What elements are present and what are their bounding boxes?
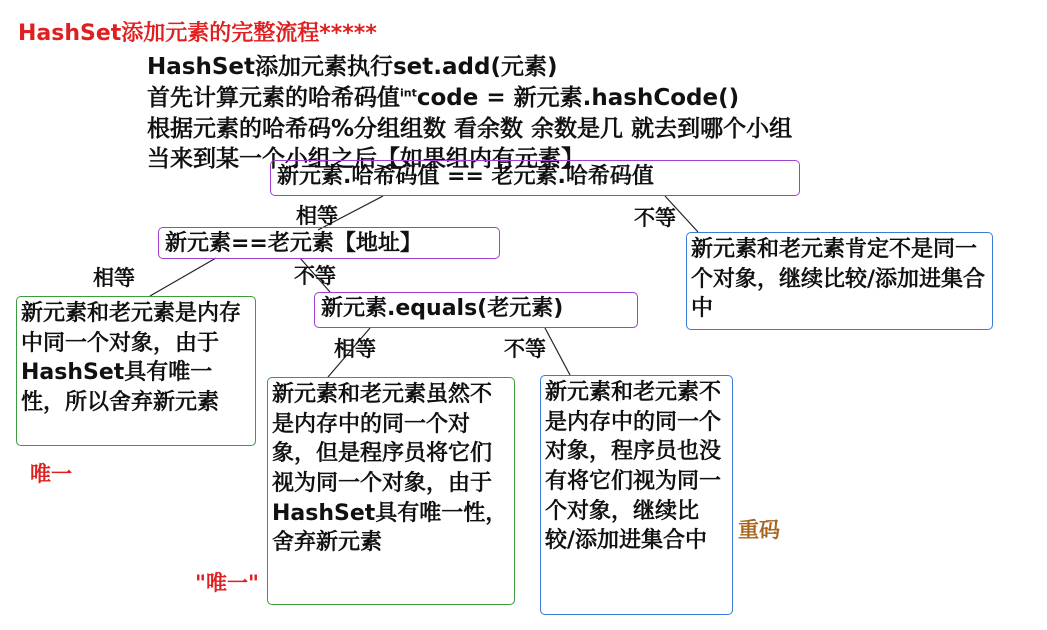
equals-compare-node: 新元素.equals(老元素) [314,292,638,328]
edge-hash-not-equal-label: 不等 [634,206,676,230]
hash-compare-node: 新元素.哈希码值 == 老元素.哈希码值 [270,160,800,196]
note-duplicate-code: 重码 [738,518,780,542]
edge-equals-not-equal-label: 不等 [504,337,546,361]
equals-same-discard-node: 新元素和老元素虽然不是内存中的同一个对象，但是程序员将它们视为同一个对象，由于HashSet具有唯一性，舍弃新元素 [267,377,515,605]
edge-equals-equal-label: 相等 [334,337,376,361]
note-unique: 唯一 [30,462,72,486]
intro-line-3: 根据元素的哈希码%分组组数 看余数 余数是几 就去到哪个小组 [147,116,793,142]
intro-line-1: HashSet添加元素执行set.add(元素) [147,54,558,80]
intro-line-2-superscript: int [400,86,417,100]
note-unique-quoted: "唯一" [195,571,259,595]
edge-addr-not-equal-label: 不等 [294,264,336,288]
equals-different-add-node: 新元素和老元素不是内存中的同一个对象，程序员也没有将它们视为同一个对象，继续比较/添加进集合中 [540,375,733,615]
edge-addr-equal-line [150,258,216,296]
intro-line-2-suffix: code = 新元素.hashCode() [416,85,740,111]
edge-addr-equal-label: 相等 [93,266,135,290]
edge-equals-not-equal-line [545,328,570,375]
edge-hash-equal-label: 相等 [296,204,338,228]
same-object-discard-node: 新元素和老元素是内存中同一个对象，由于HashSet具有唯一性，所以舍弃新元素 [16,296,256,446]
page-title: HashSet添加元素的完整流程***** [18,21,377,46]
intro-line-4: 当来到某一个小组之后【如果组内有元素】 [147,146,584,172]
intro-line-2-prefix: 首先计算元素的哈希码值 [147,85,400,111]
hash-different-add-node: 新元素和老元素肯定不是同一个对象，继续比较/添加进集合中 [686,232,993,330]
address-compare-node: 新元素==老元素【地址】 [158,227,500,259]
intro-line-2 [147,79,739,112]
